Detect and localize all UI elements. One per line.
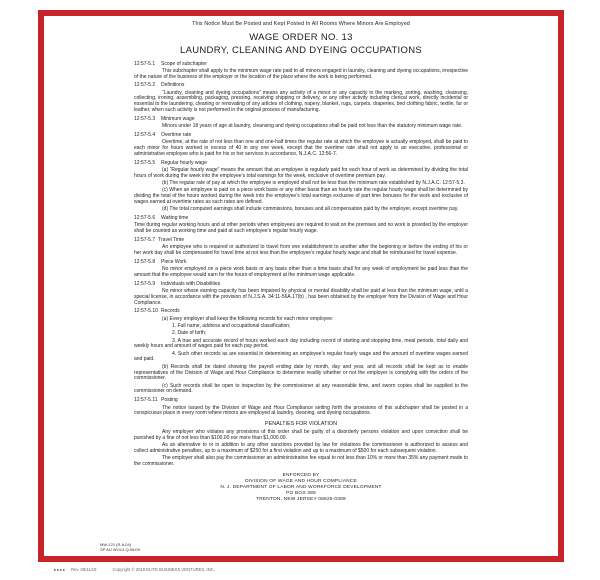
section-title: Posting [161, 397, 178, 404]
penalties-paragraph: The employer shall also pay the commissioner an admininistrative fee equal to not less than 10% or more than 35% any payment made to the commissioner. [134, 455, 468, 467]
section-scope [134, 62, 468, 81]
section-definitions [134, 83, 468, 113]
section-title: Regular hourly wage [161, 159, 207, 166]
section-number: 12:57-5.5 [134, 159, 156, 166]
enforcing-department: N. J. DEPARTMENT OF LABOR AND WORKFORCE DEVELOPMENT [220, 484, 382, 490]
section-paragraph: This subchapter shall apply to the minimum wage rate paid to all minors engaged in laundry, cleaning and dyeing occupations, irrespective of the nature of the business of the employer or the location of the place where the work is being performed. [134, 67, 468, 80]
section-title: Records [161, 308, 180, 315]
section-heading [134, 260, 468, 266]
section-heading [134, 398, 468, 404]
section-heading [134, 309, 468, 315]
posting-notice: This Notice Must Be Posted and Kept Posted In All Rooms Where Minors Are Employed [192, 21, 410, 27]
section-minimum-wage [134, 117, 468, 130]
section-overtime-rate [134, 133, 468, 158]
section-paragraph: No minor whose earning capacity has been impaired by physical or mental disability shall be paid at less than the minimum wage, until a special license, in accordance with the provision of N.J.S.A. 34:11-56A.17(b) , has been obtained by the employer from the Division of Wage and Hour Compliance. [134, 288, 468, 306]
form-codes [100, 543, 140, 553]
section-number: 12:57-5.10 [134, 308, 158, 315]
section-paragraph: Time during regular working hours and at other periods when employees are required to wait on the premises and no work is provided by the employer shall be counted as working time and paid at such employee’s regular hourly wage. [134, 222, 468, 235]
copyright-label: Copyright © 2019 ELITE BUSINESS VENTURES, INC. [112, 567, 215, 572]
section-paragraph: Minors under 18 years of age at laundry, cleansing and dyeing occupations shall be paid not less than the statutory minimum wage rate. [162, 123, 463, 130]
section-title: Definitions [161, 82, 185, 89]
section-paragraph: No minor employed on a piece work basis or any basis other than a time basis shall for any week of employment be paid less than the amount that the employee would earn for the hours of employment at the minimum wage applicable. [134, 266, 468, 278]
enforced-by-block [134, 473, 468, 503]
section-records [134, 309, 468, 395]
penalties-paragraph: Any employer who violates any provisions of this order shall be guilty of a disorderly persons violation and upon conviction shall be punished by a fine of not less than $100.00 nor more than $1,000.00. [134, 428, 468, 441]
section-title: Overtime rate [161, 131, 192, 138]
section-paragraph: The notice issued by the Division of Wage and Hour Compliance setting forth the provisions of this subchapter shall be posted in a conspicuous place in every room where minors are employed at laundry, cleaning, and dyeing occupations. [134, 404, 468, 417]
penalties-paragraph: As an alternative to or in addition to any other sanctions provided by law for violations the commissioner is authorized to assess and collect administrative penalties, up to a maximum of $250 for a first violation and up to a maximum of $500 for each subsequent violation. [134, 442, 468, 454]
section-title: Travel Time [158, 236, 185, 243]
form-code-line-2: SP AU WO13-Q-06/09 [100, 547, 140, 553]
section-paragraph: (d) The total computed earnings shall include commissions, bonuses and all compensation paid by the employer, except overtime pay. [162, 206, 459, 213]
enforced-by-heading: ENFORCED BY [282, 472, 320, 478]
poster-frame [38, 10, 564, 562]
section-paragraph: An employee who is required or authorized to travel from one establishment to another after the beginning or before the ending of his or her work day shall be compensated for travel time at not less than the employee’s regular hourly wage and shall be reimbursed for travel expense. [134, 244, 468, 257]
section-heading [134, 238, 468, 244]
section-regular-hourly-wage [134, 161, 468, 213]
section-paragraph: (b) The regular rate of pay at which the employee is employed shall not be less than the minimum rate established by N.J.A.C. 12:57-5.3. [162, 180, 465, 187]
record-list-item: 2. Date of birth; [172, 330, 207, 337]
section-heading [134, 282, 468, 288]
section-paragraph: (a) “Regular hourly wage” means the amount that an employee is regularly paid for each hour of work as determined by dividing the total hours of work during the week into the employee’s total earnings for the week, exclusive of overtime premium pay. [134, 166, 468, 179]
section-heading [134, 83, 468, 89]
document-title: WAGE ORDER NO. 13 [249, 32, 353, 43]
section-title: Waiting time [161, 215, 189, 222]
section-travel-time [134, 238, 468, 257]
section-number: 12:57-5.7 [134, 236, 156, 243]
print-footer [54, 567, 215, 572]
section-number: 12:57-5.1 [134, 60, 156, 67]
record-list-item: 1. Full name, address and occupational classification; [172, 322, 291, 329]
document-subtitle: LAUNDRY, CLEANING AND DYEING OCCUPATIONS [180, 44, 422, 56]
section-piece-work [134, 260, 468, 279]
section-heading [134, 62, 468, 68]
revision-label: Rev. 06/11/19 [71, 567, 97, 572]
record-list-item: 3. A true and accurate record of hours worked each day including record of starting and stopping time, meal periods, total daily and weekly hours and amount of wages paid for each pay period. [134, 337, 468, 350]
section-heading [134, 133, 468, 139]
section-number: 12:57-5.3 [134, 115, 156, 122]
section-paragraph: Overtime, at the rate of not less than one and one-half times the regular rate at which the employee is actually employed, shall be paid to each minor for hours worked in excess of 40 in any one week, except that the overtime rate shall not apply to an executive, professional or administrative employee who is paid for his or her services in accordance, N.J.A.C. 12:56-7. [134, 139, 468, 157]
section-paragraph: (c) When an employee is paid on a piece work basis or any other basis than an hourly rate the regular hourly wage shall be determined by dividing the total of the hours worked during the week into the employee’s total earnings exclusive of part time bonuses for the work and exclusive of wages earned at overtime rates as such rates are defined. [134, 187, 468, 205]
section-paragraph: (b) Records shall be dated showing the payroll ending date by month, day and year, and all records shall be kept as to enable representatives of the Division of Wage and Hour Compliance to determine readily whether or not the employer is complying with the orders of the commissioner. [134, 363, 468, 382]
penalties-section [134, 422, 468, 468]
enforcing-po-box: PO BOX 389 [286, 490, 316, 496]
section-title: Individuals with Disabilities [161, 280, 221, 287]
section-title: Piece Work [161, 258, 187, 265]
section-heading [134, 117, 468, 123]
enforcing-city-state-zip: TRENTON, NEW JERSEY 08625-0389 [256, 496, 346, 502]
section-heading [134, 216, 468, 222]
document-body [134, 62, 468, 503]
poster-content [44, 16, 558, 503]
section-number: 12:57-5.2 [134, 82, 156, 89]
section-number: 12:57-5.8 [134, 258, 156, 265]
enforcing-agency: DIVISION OF WAGE AND HOUR COMPLIANCE [245, 478, 357, 484]
section-number: 12:57-5.4 [134, 131, 156, 138]
section-number: 12:57-5.9 [134, 280, 156, 287]
record-list-item: 4. Such other records as are essential in determining an employee’s regular hourly wage and the amount of overtime wages earned and paid. [134, 350, 468, 363]
section-paragraph: (a) Every employer shall keep the following records for each minor employee: [162, 315, 334, 322]
section-number: 12:57-5.11 [134, 397, 158, 404]
print-registration-marks [54, 569, 66, 571]
section-paragraph: “Laundry, cleaning and dyeing occupations” means any activity of a minor or any capacity in the marking, sorting, washing, cleansing, collecting, ironing, assembling, packaging, pressing, receiving shipping or delivery, or any other activity including clerical work, directly incidental or essential to the laundering, cleaning or renovating of any articles of clothing, napery, blanket, rugs, carpets, draperies, bed clothing fabric, textile, fur or leather, when such activity is not performed in the original process of manufacturing. [134, 89, 468, 114]
form-code-line-1: MW-121 (R-6-04) [100, 542, 132, 548]
section-title: Scope of subchapter [161, 60, 207, 67]
section-posting [134, 398, 468, 417]
section-waiting-time [134, 216, 468, 235]
section-paragraph: (c) Such records shall be open to inspection by the commissioner at any reasonable time, and sworn copies shall be supplied to the commissioner on demand. [134, 382, 468, 395]
section-heading [134, 161, 468, 167]
section-individuals-with-disabilities [134, 282, 468, 307]
penalties-heading: PENALTIES FOR VIOLATION [265, 421, 337, 428]
section-title: Minimum wage [161, 115, 195, 122]
section-number: 12:57-5.6 [134, 215, 156, 222]
